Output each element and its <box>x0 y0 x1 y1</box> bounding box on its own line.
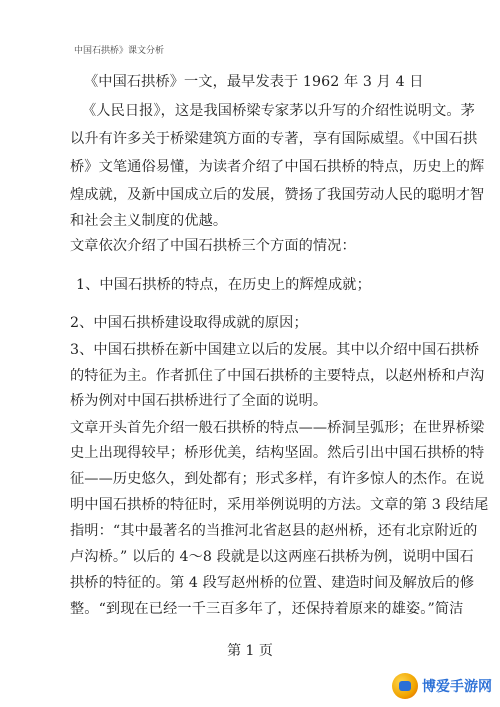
text-line: 史上出现得较早；桥形优美，结构坚固。然后引出中国石拱桥的特 <box>70 445 485 461</box>
page-number: 第 1 页 <box>227 643 273 659</box>
text-line: 文章开头首先介绍一般石拱桥的特点——桥洞呈弧形；在世界桥梁 <box>70 420 485 436</box>
text-line: 3、中国石拱桥在新中国建立以后的发展。其中以介绍中国石拱桥 <box>70 342 480 358</box>
site-watermark <box>392 673 492 699</box>
text-line: 《人民日报》，这是我国桥梁专家茅以升写的介绍性说明文。茅 <box>82 103 475 119</box>
game-controller-icon <box>392 673 418 699</box>
text-line: 卢沟桥。” 以后的 4～8 段就是以这两座石拱桥为例，说明中国石 <box>70 549 474 565</box>
text-line: 拱桥的特征的。第 4 段写赵州桥的位置、建造时间及解放后的修 <box>70 575 475 591</box>
text-line: 以升有许多关于桥梁建筑方面的专著，享有国际威望。《中国石拱 <box>70 131 478 147</box>
text-line: 桥》文笔通俗易懂，为读者介绍了中国石拱桥的特点，历史上的辉 <box>70 159 485 175</box>
text-line: 和社会主义制度的优越。 <box>70 213 228 229</box>
text-line: 征——历史悠久，到处都有；形式多样，有许多惊人的杰作。在说 <box>70 471 485 487</box>
text-line: 指明：“其中最著名的当推河北省赵县的赵州桥，还有北京附近的 <box>70 523 478 539</box>
text-line: 1、中国石拱桥的特点，在历史上的辉煌成就； <box>76 277 371 293</box>
text-line: 整。“到现在已经一千三百多年了，还保持着原来的雄姿。”简洁 <box>70 601 464 617</box>
text-line: 的特征为主。作者抓住了中国石拱桥的主要特点，以赵州桥和卢沟 <box>70 368 485 384</box>
watermark-text: 博爱手游网 <box>422 679 492 695</box>
text-line: 煌成就，及新中国成立后的发展，赞扬了我国劳动人民的聪明才智 <box>70 187 485 203</box>
text-line: 2、中国石拱桥建设取得成就的原因； <box>70 315 308 331</box>
text-line: 明中国石拱桥的特征时，采用举例说明的方法。文章的第 3 段结尾 <box>70 497 489 513</box>
text-line: 桥为例对中国石拱桥进行了全面的说明。 <box>70 393 328 409</box>
text-line: 文章依次介绍了中国石拱桥三个方面的情况： <box>70 238 356 254</box>
document-header: 中国石拱桥》课文分析 <box>74 46 165 56</box>
text-line: 《中国石拱桥》一文，最早发表于 1962 年 3 月 4 日 <box>84 74 424 90</box>
